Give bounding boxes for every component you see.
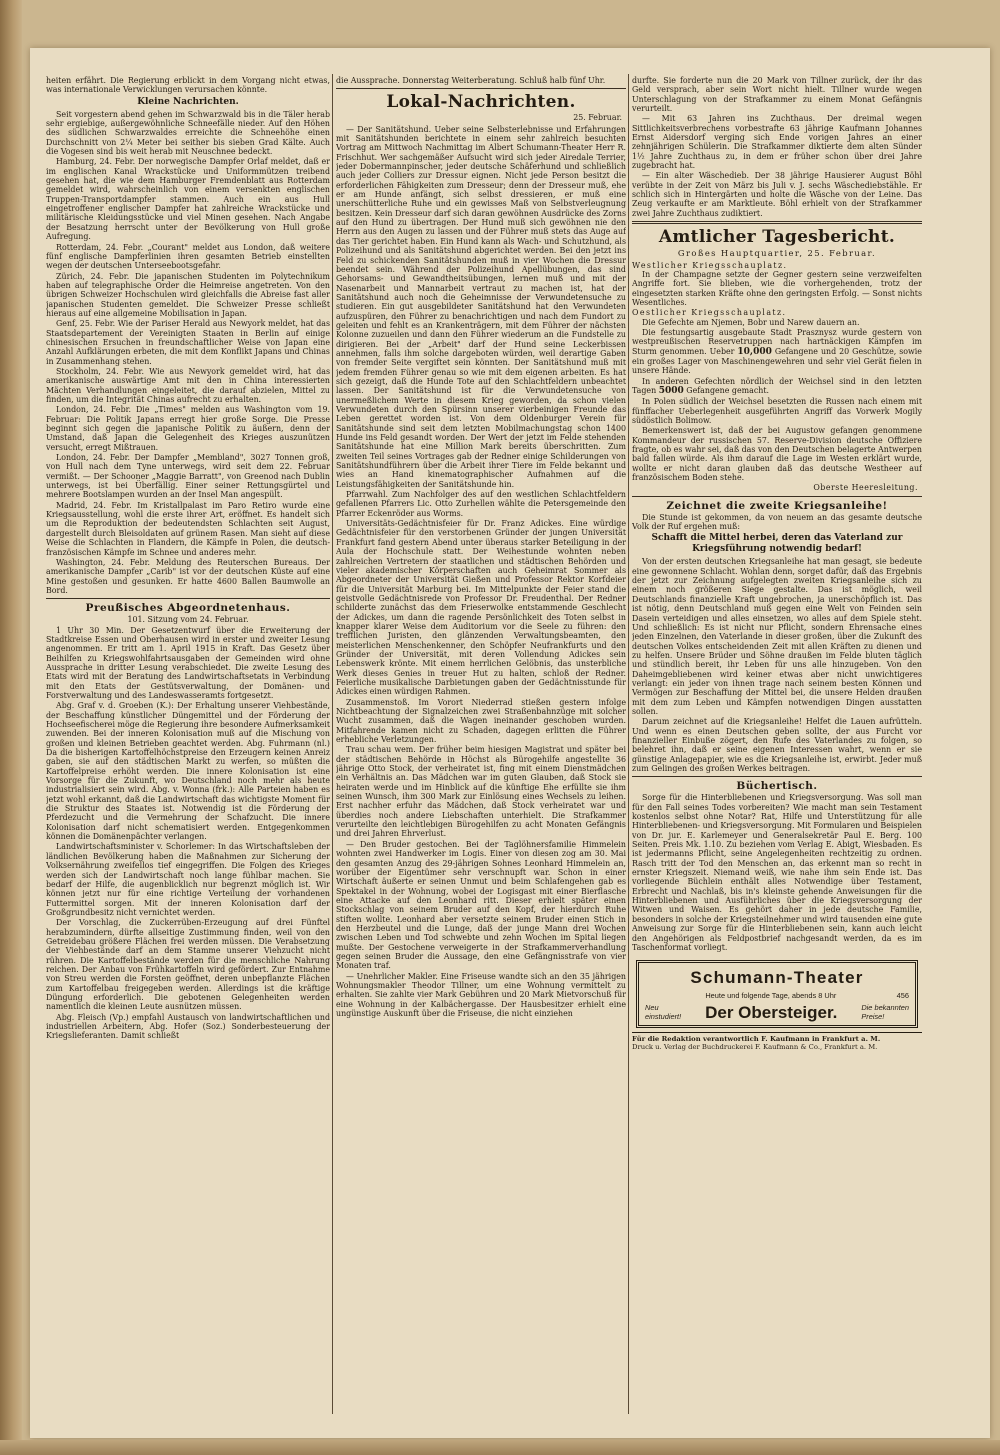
ad-title: Schumann-Theater xyxy=(690,968,864,988)
article-paragraph: — Ein alter Wäschedieb. Der 38 jährige Hausierer August Böhl verübte in der Zeit von März bis Juli v. J. sechs Wäschediebstähle. Er schlich sich in Hintergärten und holte die Wäsche von der Leine. Das Zeug verkaufte er am Marktleute. Böhl erhielt von der Strafkammer zwei Jahre Zuchthaus zudiktiert. xyxy=(632,171,922,218)
article-paragraph: Hamburg, 24. Febr. Der norwegische Dampfer Orlaf meldet, daß er im englischen Kanal Wrackstücke und Uniformmützen treibend gesehen hat, die wie dem Hamburger Fremdenblatt aus Rotterdam gemeldet wird, wahrscheinlich von einem versenkten englischen Truppen-Transportdampfer stammen. Auch ein aus Hull eingetroffener englischer Dampfer hat zahlreiche Wrackstücke und militärische Kleidungsstücke und viel Minen gesehen. Nach Angabe der Besatzung herrscht unter der Bevölkerung von Hull große Aufregung. xyxy=(46,157,330,242)
article-paragraph: Madrid, 24. Febr. Im Kristallpalast im Paro Retiro wurde eine Kriegsausstellung, wohl die erste ihrer Art, eröffnet. Es handelt sich um die Reproduktion der bedeutendsten Schlachten seit August, dargestellt durch Bleisoldaten auf grünem Rasen. Man sieht auf diese Weise die Schlachten in Flandern, die Kämpfe in Polen, die deutsch-französischen Kämpfe im Schnee und anderes mehr. xyxy=(46,500,330,557)
section-heading-lokal-nachrichten: Lokal-Nachrichten. xyxy=(386,92,576,113)
text-run: Die festungsartig ausgebaute Stadt Prasznysz wurde gestern von westpreußischen Reservetruppen nach hartnäckigen Kämpfen im Sturm genommen. Ueber xyxy=(632,327,922,356)
article-paragraph: Bemerkenswert ist, daß der bei Augustow gefangen genommene Kommandeur der russischen 57. Reserve-Division deutsche Offiziere fragte, ob es wahr sei, daß das von den Deutschen belagerte Antwerpen bald fallen würde. Als ihm darauf die Lage im Westen erklärt wurde, wollte er nicht daran glauben daß das deutsche Westheer auf französischem Boden stehe. xyxy=(632,426,922,483)
article-paragraph: 101. Sitzung vom 24. Februar. xyxy=(127,615,249,625)
column-1 xyxy=(46,76,330,1416)
page-bottom-edge xyxy=(0,1440,1000,1455)
article-paragraph: In der Champagne setzte der Gegner gestern seine verzweifelten Angriffe fort. Sie blieben, wie die vorhergehenden, trotz der eingesetzten starken Kräfte ohne den geringsten Erfolg. — Sonst nichts Wesentliches. xyxy=(632,269,922,307)
text-run: In anderen Gefechten nördlich der Weichsel sind in den letzten Tagen xyxy=(632,376,922,395)
divider xyxy=(632,221,922,224)
section-heading-kriegsanleihe: Zeichnet die zweite Kriegsanleihe! xyxy=(666,499,888,512)
article-paragraph: Die Gefechte am Njemen, Bobr und Narew dauern an. xyxy=(642,317,860,327)
article-paragraph: London, 24. Febr. Der Dampfer „Membland", 3027 Tonnen groß, von Hull nach dem Tyne unterwegs, wird seit dem 22. Februar vermißt. — Der Schooner „Maggie Barratt", von Greenod nach Dublin unterwegs, ist bei Überfällig. Einer seiner Rettungsgürtel und mehrere Bootslampen wurden an der Insel Man angespült. xyxy=(46,453,330,500)
headquarters-dateline: Großes Hauptquartier, 25. Februar. xyxy=(677,248,877,259)
article-paragraph xyxy=(632,377,922,397)
article-paragraph: Seit vorgestern abend gehen im Schwarzwald bis in die Täler herab sehr ergiebige, außergewöhnliche Schneefälle nieder. Auf den Höhen des südlichen Schwarzwaldes erreichte die Schneehöhe einen Durchschnitt von 2¼ Meter bei seither bis sieben Grad Kälte. Auch die Vogesen sind bis weit herab mit Neuschnee bedeckt. xyxy=(46,109,330,157)
article-paragraph: Abg. Fleisch (Vp.) empfahl Austausch von landwirtschaftlichen und industriellen Arbeitern, Abg. Hofer (Soz.) Sonderbesteuerung der Kriegslieferanten. Damit schließt xyxy=(46,1012,330,1041)
imprint xyxy=(632,1032,922,1052)
imprint-line: Druck u. Verlag der Buchdruckerei F. Kaufmann & Co., Frankfurt a. M. xyxy=(632,1043,878,1052)
article-paragraph: — Der Sanitätshund. Ueber seine Selbsterlebnisse und Erfahrungen mit Sanitätshunden berichtete in einem sehr zahlreich besuchten Vortrag am Mittwoch Nachmittag im Albert Schumann-Theater Herr R. Frischhut. Wer sachgemäßer Aufsucht wird sich jeder Airedale Terrier, jeder Dobermannpinscher, jeder deutsche Schäferhund und schließlich auch jeder Colliers zur Dressur eignen. Nicht jede Person besitzt die erforderlichen Fähigkeiten zum Dresseur; denn der Dresseur muß, ehe er am Hunde anfängt, sich selbst dressieren, er muß eine unerschütterliche Ruhe und ein gewisses Maß von Selbstverleugnung besitzen. Kein Dresseur darf sich daran gewöhnen Ausdrücke des Zorns auf den Hund zu übertragen. Der Hund muß sich gewöhnen nie den Herrn aus den Augen zu lassen und der Führer muß stets das Auge auf das Tier gerichtet haben. Ein Hund kann als Wach- und Schutzhund, als Polizeihund und als Sanitätshund abgerichtet werden. Bei den jetzt ins Feld zu schickenden Sanitätshunden muß in vier Wochen die Dressur beendet sein. Während der Polizeihund Apellübungen, das sind Gehorsams- und Gewandtheitsübungen, lernen muß und mit der Nasenarbeit und Mannarbeit vertraut zu machen ist, hat der Sanitätshund auch noch die Geheimnisse der Verwundetensuche zu studieren. Ein gut ausgebildeter Sanitätshund hat den Verwundeten aufzuspüren, den Führer zu benachrichtigen und nach dem Fundort zu geleiten und fehlt es an Krankenträgern, mit dem Führer der nächsten Kolonne zuzueilen und dann den Führer wiederum an die Fundstelle zu dirigieren. Bei der „Arbeit" darf der Hund seine Leckerbissen annehmen, falls ihm solche dargeboten würden, weil derartige Gaben von fremder Seite vergiftet sein könnten. Der Sanitätshund muß mit jedem fremden Führer genau so wie mit dem eigenen arbeiten. Es hat sich gezeigt, daß die Hunde Tote auf den Schlachtfeldern unbeachtet lassen. Der Sanitätshund ist für die Verwundetensuche von unermeßlichem Werte in diesem Krieg geworden, da schon vielen Verwundeten durch den Spürsinn unserer vierbeinigen Freunde das Leben gerettet worden ist. Von dem Oldenburger Verein für Sanitätshunde sind seit dem letzten Mobilmachungstag schon 1400 Hunde ins Feld gesandt worden. Der Wert der jetzt im Felde stehenden Sanitätshunde hat eine Million Mark bereits überschritten. Zum zweiten Teil seines Vortrages gab der Redner einige Schilderungen von Sanitätshundführern über die Arbeit ihrer Tiere im Felde bekannt und wies an Hand kinematographischer Aufnahmen auf die Leistungsfähigkeiten der Sanitätshunde hin. xyxy=(336,124,626,489)
text-run: Gefangene und 20 Geschütze, sowie ein großes Lager von Maschinengewehren und sehr viel Gerät fielen in unsere Hände. xyxy=(632,346,922,376)
section-heading-buechertisch: Büchertisch. xyxy=(736,780,818,793)
appeal-heading: Schafft die Mittel herbei, deren das Vaterland zur Kriegsführung notwendig bedarf! xyxy=(651,533,903,555)
article-paragraph: Abg. Graf v. d. Groeben (K.): Der Erhaltung unserer Viehbestände, der Beschaffung künstlicher Düngemittel und der Förderung der Hochseefischerei möge die Regierung ihre besondere Aufmerksamkeit zuwenden. Bei der inneren Kolonisation muß auf die Mischung von großen und kleinen Betrieben geachtet werden. Abg. Fuhrmann (nl.) Da die bisherigen Kartoffelhöchstpreise den Erzeugern keinen Anreiz gaben, sie auf den städtischen Markt zu werfen, so müßten die Kartoffelpreise erhöht werden. Die innere Kolonisation ist eine Vorsorge für die Zukunft, wo Deutschland noch mehr als heute industrialisiert sein wird. Abg. v. Wonna (frk.): Alle Parteien haben es jetzt wohl erkannt, daß die Landwirtschaft das wichtigste Moment für die Struktur des Staates ist. Notwendig ist die Förderung der Pferdezucht und die Vermehrung der Schafzucht. Die innere Kolonisation darf nicht schematisiert werden. Entgegenkommen können die Domänenpächter verlangen. xyxy=(46,701,330,842)
article-paragraph: London, 24. Febr. Die „Times" melden aus Washington vom 19. Februar: Die Politik Japans erregt hier große Sorge. Die Presse beginnt sich gegen die japanische Politik zu äußern, denn der Umstand, daß Japan die Gelegenheit des Krieges auszunützen versucht, erregt Mißtrauen. xyxy=(46,405,330,452)
prisoner-count: 5000 xyxy=(658,385,684,396)
article-paragraph: In Polen südlich der Weichsel besetzten die Russen nach einem mit fünffacher Ueberlegenheit ausgeführten Angriff das Vorwerk Mogily südöstlich Bolimow. xyxy=(632,397,922,425)
theater-advertisement xyxy=(636,960,918,1028)
divider xyxy=(632,496,922,497)
article-paragraph xyxy=(632,328,922,376)
article-paragraph: Von der ersten deutschen Kriegsanleihe hat man gesagt, sie bedeute eine gewonnene Schlacht. Wohlan denn, sorget dafür, daß das Ergebnis der jetzt zur Zeichnung aufgelegten zweiten Kriegsanleihe sich zu einem noch größeren Siege gestalte. Das ist möglich, weil Deutschlands finanzielle Kraft ungebrochen, ja unerschöpflich ist. Das ist nötig, denn Deutschland muß gegen eine Welt von Feinden sein Dasein verteidigen und alles einsetzen, wo alles auf dem Spiele steht. Und schließlich: Es ist nicht nur Pflicht, sondern Ehrensache eines jeden Einzelnen, den Vaterlande in dieser großen, über die Zukunft des deutschen Volkes entscheidenden Zeit mit allen Kräften zu dienen und zu helfen. Unsere Brüder und Söhne draußen im Felde bluten täglich und stündlich bereit, ihr Leben für uns alle hinzugeben. Von den Daheimgebliebenen wird keiner etwas aber nicht unwichtigeres verlangt: ein jeder von ihnen trage nach seinem besten Können und Vermögen zur Beschaffung der Mittel bei, die unsere Helden draußen mit dem zum Leben und Kämpfen notwendigen Dingen ausstatten sollen. xyxy=(632,557,922,716)
subheading-ost: Oestlicher Kriegsschauplatz. xyxy=(632,308,787,318)
ad-right-note xyxy=(861,1003,909,1021)
prisoner-count: 10,000 xyxy=(737,346,772,357)
article-paragraph: — Unehrlicher Makler. Eine Friseuse wandte sich an den 35 jährigen Wohnungsmakler Theodor Tillner, um eine Wohnung vermittelt zu erhalten. Sie zahlte vier Mark Gebühren und 20 Mark Mietvorschuß für eine Wohnung in der Kalbächergasse. Der Hausbesitzer erhielt eine ungünstige Auskunft über die Friseuse, die nicht einziehen xyxy=(336,971,626,1018)
newspaper-page xyxy=(30,48,990,1438)
article-paragraph: Washington, 24. Febr. Meldung des Reuterschen Bureaus. Der amerikanische Dampfer „Carib" ist vor der deutschen Küste auf eine Mine gestoßen und gesunken. Er hatte 4600 Ballen Baumwolle an Bord. xyxy=(46,557,330,595)
article-paragraph: 1 Uhr 30 Min. Der Gesetzentwurf über die Erweiterung der Stadtkreise Essen und Oberhausen wird in erster und zweiter Lesung angenommen. Er tritt am 1. April 1915 in Kraft. Das Gesetz über Beihilfen zu Kriegswohlfahrtsausgaben der Gemeinden wird ohne Aussprache in dritter Lesung verabschiedet. Die zweite Lesung des Etats wird mit der Beratung des Landwirtschaftsetats in Verbindung mit den Etats der Gestütsverwaltung, der Domänen- und Forstverwaltung und des Landeswasseramts fortgesetzt. xyxy=(46,625,330,700)
article-paragraph: durfte. Sie forderte nun die 20 Mark von Tillner zurück, der ihr das Geld versprach, aber sein Wort nicht hielt. Tillner wurde wegen Unterschlagung von der Strafkammer zu einem Monat Gefängnis verurteilt. xyxy=(632,76,922,114)
ad-right-note-line: Die bekannten xyxy=(861,1003,909,1013)
dateline: 25. Februar. xyxy=(573,113,622,123)
article-paragraph: Rotterdam, 24. Febr. „Courant" meldet aus London, daß weitere fünf englische Dampferlinien ihren gesamten Betrieb einstellten wegen der deutschen Unterseebootsgefahr. xyxy=(46,242,330,271)
signature: Oberste Heeresleitung. xyxy=(813,483,918,493)
article-paragraph: Landwirtschaftsminister v. Schorlemer: In das Wirtschaftsleben der ländlichen Bevölkerung haben die Maßnahmen zur Sicherung der Volksernährung zweifellos tief eingegriffen. Die Folgen des Krieges werden sich der Landwirtschaft noch lange fühlbar machen. Sie bedarf der Hilfe, die augenblicklich nur begrenzt möglich ist. Wir können jetzt nur für eine richtige Verteilung der vorhandenen Futtermittel sorgen. Mit der inneren Kolonisation darf der Großgrundbesitz nicht vernichtet werden. xyxy=(46,842,330,917)
article-paragraph: Die Stunde ist gekommen, da von neuem an das gesamte deutsche Volk der Ruf ergehen muß: xyxy=(632,512,922,532)
article-paragraph: — Mit 63 Jahren ins Zuchthaus. Der dreimal wegen Sittlichkeitsverbrechens vorbestrafte 63 jährige Kaufmann Johannes Ernst Aidersdorf verging sich Ende vorigen Jahres an einer zehnjährigen Schülerin. Die Strafkammer diktierte dem alten Sünder 1½ Jahre Zuchthaus zu, in dem er früher schon über drei Jahre zugebracht hat. xyxy=(632,114,922,171)
ad-play-title: Der Obersteiger. xyxy=(705,1002,838,1022)
imprint-line: Für die Redaktion verantwortlich F. Kaufmann in Frankfurt a. M. xyxy=(632,1035,881,1044)
article-paragraph: Zürich, 24. Febr. Die japanischen Studenten im Polytechnikum haben auf telegraphische Order die Heimreise angetreten. Von den übrigen Schweizer Hochschulen wird gleichfalls die Abreise fast aller japanischen Studenten gemeldet. Die Schweizer Presse schließt hieraus auf eine allgemeine Mobilisation in Japan. xyxy=(46,271,330,318)
section-heading-amtlicher-tagesbericht: Amtlicher Tagesbericht. xyxy=(658,227,896,248)
article-paragraph: die Aussprache. Donnerstag Weiterberatung. Schluß halb fünf Uhr. xyxy=(336,76,606,85)
ad-schedule: Heute und folgende Tage, abends 8 Uhr xyxy=(705,991,837,1001)
section-heading-abgeordnetenhaus: Preußisches Abgeordnetenhaus. xyxy=(85,602,291,615)
article-paragraph: heiten erfährt. Die Regierung erblickt in dem Vorgang nicht etwas, was internationale Verwicklungen verursachen könnte. xyxy=(46,76,330,95)
article-paragraph: Trau schau wem. Der früher beim hiesigen Magistrat und später bei der städtischen Behörde in Höchst als Bürogehilfe angestellte 36 jährige Otto Stock, der verheiratet ist, fing mit einem Dienstmädchen ein Verhältnis an. Das Mädchen war im guten Glauben, daß Stock sie heiraten werde und im Hinblick auf die künftige Ehe erfüllte sie ihm seinen Wunsch, ihm 300 Mark zur Einlösung eines Wechsels zu leihen. Erst nachher erfuhr das Mädchen, daß Stock verheiratet war und überdies noch andere Liebschaften unterhielt. Die Strafkammer verurteilte den leichtlebigen Bürogehilfen zu acht Monaten Gefängnis und drei Jahren Ehrverlust. xyxy=(336,745,626,839)
page-binding-edge xyxy=(0,0,22,1455)
subheading-west: Westlicher Kriegsschauplatz. xyxy=(632,260,788,270)
article-paragraph: Genf, 25. Febr. Wie der Pariser Herald aus Newyork meldet, hat das Staatsdepartement der Vereinigten Staaten in Berlin auf einige chinesischen Ersuchen in freundschaftlicher Weise von Japan eine Anzahl Aufklärungen erbeten, die mit dem Konflikt Japans und Chinas in Zusammenhang stehen. xyxy=(46,319,330,366)
divider xyxy=(632,776,922,777)
ad-number: 456 xyxy=(896,991,909,1001)
article-paragraph: — Den Bruder gestochen. Bei der Taglöhnersfamilie Himmelein wohnten zwei Handwerker im Logis. Einer von diesen zog am 30. Mai den gesamten Anzug des 29-jährigen Sohnes Leonhard Himmelein an, worüber der Eigentümer sehr verschnupft war. Schon in einer Wirtschaft äußerte er seinen Unmut und beim Schlafengehen gab es Spektakel in der Wohnung, wobei der Logisgast mit einer Bierflasche eine Attacke auf den Leonhard ritt. Dieser erhielt später einen Stockschlag von seinem Bruder auf den Kopf, der hierdurch Ruhe stiften wollte. Leonhard aber versetzte seinem Bruder einen Stich in den Herzbeutel und die Lunge, daß der junge Mann drei Wochen zwischen Leben und Tod schwebte und zehn Wochen im Spital liegen mußte. Der Gestochene verweigerte in der Strafkammerverhandlung gegen seinen Bruder die Aussage, den eine Gefängnisstrafe von vier Monaten traf. xyxy=(336,839,626,971)
article-paragraph: Universitäts-Gedächtnisfeier für Dr. Franz Adickes. Eine würdige Gedächtnisfeier für den verstorbenen Gründer der jungen Universität Frankfurt fand gestern Abend unter überaus starker Beteiligung in der Aula der Hochschule statt. Der Weihestunde wohnten neben zahlreichen Vertretern der staatlichen und städtischen Behörden und vieler akademischer Körperschaften auch Geheimrat Sommer als Abgeordneter der Universität Gießen und Professor Rektor Korfdeier für die Universität Marburg bei. Im Mittelpunkte der Feier stand die geistvolle Gedächtnisrede von Professor Dr. Freudenthal. Der Redner schilderte zunächst das dem Frieserwolke entstammende Geschlecht der Adickes, um dann die ragende Persönlichkeit des Toten selbst in knapper klarer Weise dem Auditorium vor die Seele zu führen: den trefflichen Juristen, den glänzenden Verwaltungsbeamten, den meisterlichen Menschenkenner, den Schöpfer Neufrankfurts und den Gründer der Universität, mit deren Vollendung Adickes sein Lebenswerk krönte. Mit einem herrlichen Gelöbnis, das unsterbliche Werk dieses Genies in treuer Hut zu halten, schloß der Redner. Feierliche musikalische Darbietungen gaben der Gedächtnisstunde für Adickes einen würdigen Rahmen. xyxy=(336,519,626,697)
ad-play-row xyxy=(645,1003,909,1021)
article-paragraph: Der Vorschlag, die Zuckerrüben-Erzeugung auf drei Fünftel herabzumindern, dürfte allseitige Zustimmung finden, weil von den Getreidebau größere Flächen frei werden müssen. Die Verabsetzung der Viehbestände darf an dem Stamme unserer Viehzucht nicht rühren. Die Kartoffelbestände werden für die menschliche Nahrung reichen. Der Anbau von Frühkartoffeln wird gefördert. Zur Entnahme von Streu werden die Forsten geöffnet, deren unbepflanzte Flächen zum Kartoffelbau freigegeben werden. Allerdings ist die kräftige Düngung erforderlich. Die gebotenen Gelegenheiten werden namentlich die kleinen Leute ausnützen müssen. xyxy=(46,918,330,1012)
ad-header-row xyxy=(645,991,909,1000)
section-heading-kleine-nachrichten: Kleine Nachrichten. xyxy=(137,96,239,107)
article-paragraph: Darum zeichnet auf die Kriegsanleihe! Helfet die Lauen aufrütteln. Und wenn es einen Deutschen geben sollte, der aus Furcht vor finanzieller Einbuße zögert, den Rufe des Vaterlandes zu folgen, so belehret ihn, daß er seine eigenen Interessen wahrt, wenn er sie günstige Anlagepapier, wie es die Kriegsanleihe ist, erwirbt. Jeder muß zum Gelingen des großen Werkes beitragen. xyxy=(632,717,922,773)
divider xyxy=(46,598,330,599)
article-paragraph: Stockholm, 24. Febr. Wie aus Newyork gemeldet wird, hat das amerikanische auswärtige Amt mit den in China interessierten Mächten Verhandlungen eingeleitet, die darauf abzielen, Mittel zu finden, um die Integrität Chinas aufrecht zu erhalten. xyxy=(46,366,330,404)
column-rule xyxy=(332,74,333,1414)
column-rule xyxy=(628,74,629,1414)
ad-left-note xyxy=(645,1003,681,1021)
ad-right-note-line: Preise! xyxy=(861,1012,885,1022)
article-paragraph: Pfarrwahl. Zum Nachfolger des auf den westlichen Schlachtfeldern gefallenen Pfarrers Lic. Otto Zurhellen wählte die Petersgemeinde den Pfarrer Eckenröder aus Worms. xyxy=(336,490,626,518)
article-paragraph: Sorge für die Hinterbliebenen und Kriegsversorgung. Was soll man für den Fall seines Todes vorbereiten? Wie macht man sein Testament kostenlos selbst ohne Notar? Rat, Hilfe und Unterstützung für alle Hinterbliebenen- und Kriegsversorgung. Mit Formularen und Beispielen von Dr. jur. E. Karlemeyer und Generalsekretär Paul E. Berg. 100 Seiten. Preis Mk. 1.10. Zu beziehen vom Verlag E. Abigt, Wiesbaden. Es ist jedermanns Pflicht, seine Angelegenheiten rechtzeitig zu ordnen. Rasch tritt der Tod den Menschen an, das erkennt man so recht in ernster Kriegszeit. Niemand weiß, wie nahe ihm sein Ende ist. Das vorliegende Büchlein enthält alles Notwendige über Testament, Erbrecht und Nachlaß, bis in's kleinste gehende Anweisungen für die Hinterbliebenen und Ausführliches über die Kriegsversorgung der Witwen und Waisen. Es gehört daher in jede deutsche Familie, besonders in solche der Kriegsteilnehmer und wird tausenden eine gute Anweisung zur Sorge für die Hinterbliebenen sein, kann auch leicht den Angehörigen als Feldpostbrief nachgesandt werden, da es im Taschenformat vorliegt. xyxy=(632,793,922,952)
ad-left-note-line: einstudiert! xyxy=(645,1012,682,1022)
column-3 xyxy=(632,76,922,1416)
text-run: Gefangene gemacht. xyxy=(686,385,770,395)
ad-left-note-line: Neu xyxy=(645,1003,659,1013)
divider xyxy=(336,88,626,89)
article-paragraph: Zusammenstoß. Im Vorort Niederrad stießen gestern infolge Nichtbeachtung der Signalzeichen zwei Straßenbahnzüge mit solcher Wucht zusammen, daß die Wagen ineinander geschoben wurden. Mitfahrende kamen nicht zu Schaden, dagegen erlitten die Führer erhebliche Verletzungen. xyxy=(336,697,626,745)
column-2 xyxy=(336,76,626,1416)
